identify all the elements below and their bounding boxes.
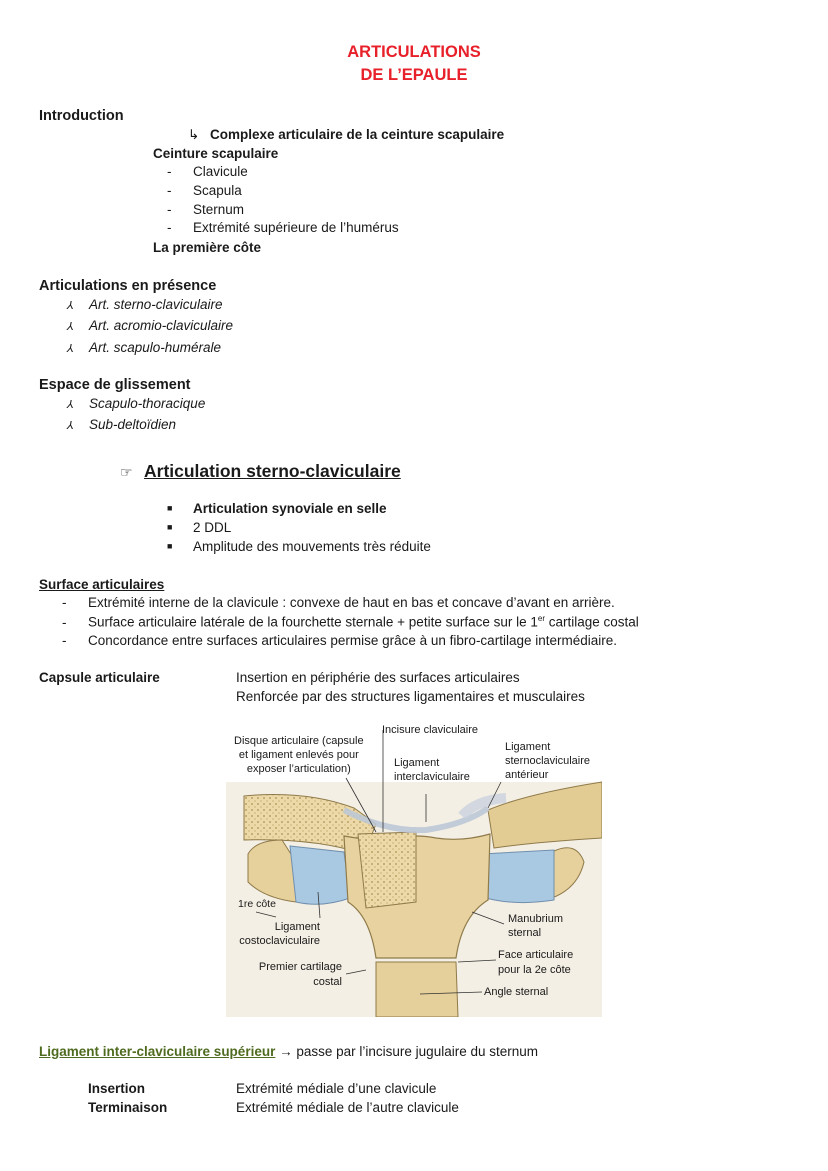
label-face-art: Face articulaire pour la 2e côte — [498, 949, 574, 976]
label-lig-inter: Ligament interclaviculaire — [394, 757, 470, 783]
list-item: ⅄ Art. scapulo-humérale — [67, 340, 222, 355]
list-item: ⅄ Scapulo-thoracique — [67, 396, 206, 411]
list-item: - Scapula — [167, 183, 242, 198]
intro-heading: Introduction — [39, 108, 124, 124]
list-item: - Extrémité supérieure de l’humérus — [167, 220, 399, 235]
label-incisure: Incisure claviculaire — [382, 724, 478, 736]
label-manubrium: Manubrium sternal — [508, 913, 564, 939]
capsule-line: Renforcée par des structures ligamentaires et musculaires — [236, 689, 585, 704]
premiere-cote-label: La première côte — [153, 240, 262, 255]
triangle-bullet-icon: ⅄ — [67, 300, 74, 312]
list-item: - Concordance entre surfaces articulaires permise grâce à un fibro-cartilage intermédiaire. — [62, 633, 617, 648]
pointing-hand-icon: ☞ — [120, 464, 133, 480]
triangle-bullet-icon: ⅄ — [67, 343, 74, 355]
bullet-item: ■ Articulation synoviale en selle — [167, 501, 387, 516]
bullet-item: ■ 2 DDL — [167, 520, 232, 535]
surface-heading: Surface articulaires — [39, 577, 165, 592]
label-lig-sterno: Ligament sternoclaviculaire antérieur — [505, 741, 590, 781]
list-item: - Surface articulaire latérale de la fourchette sternale + petite surface sur le 1er cartilage costal — [62, 614, 639, 630]
sternoclavicular-joint-figure — [226, 712, 602, 1017]
label-lig-costo: Ligament costoclaviculaire — [239, 921, 320, 947]
page-title-line2: DE L’EPAULE — [360, 66, 468, 84]
articulations-heading: Articulations en présence — [39, 278, 217, 294]
ligament-description: passe par l’incisure jugulaire du sternum — [296, 1044, 538, 1059]
square-bullet-icon: ■ — [167, 541, 173, 551]
list-item: - Clavicule — [167, 164, 248, 179]
square-bullet-icon: ■ — [167, 503, 173, 513]
triangle-bullet-icon: ⅄ — [67, 321, 74, 333]
complex-line — [188, 127, 504, 143]
right-arrow-icon: → — [279, 1044, 293, 1059]
complex-label: Complexe articulaire de la ceinture scapulaire — [210, 127, 505, 142]
square-bullet-icon: ■ — [167, 522, 173, 532]
triangle-bullet-icon: ⅄ — [67, 420, 74, 432]
triangle-bullet-icon: ⅄ — [67, 399, 74, 411]
label-disque: Disque articulaire (capsule et ligament enlevés pour exposer l’articulation) — [234, 735, 364, 775]
label-premiere-cote: 1re côte — [238, 898, 276, 910]
ligament-title: Ligament inter-claviculaire supérieur — [39, 1044, 276, 1059]
list-item: ⅄ Art. acromio-claviculaire — [67, 318, 234, 333]
list-item: ⅄ Sub-deltoïdien — [67, 417, 177, 432]
ceinture-label: Ceinture scapulaire — [153, 146, 279, 161]
ligament-line — [39, 1044, 538, 1059]
label-angle-sternal: Angle sternal — [484, 986, 549, 998]
insertion-label: Insertion — [88, 1081, 146, 1096]
list-item: - Extrémité interne de la clavicule : convexe de haut en bas et concave d’avant en arrière. — [62, 595, 615, 610]
page-title-line1: ARTICULATIONS — [347, 43, 481, 61]
list-item: - Sternum — [167, 202, 245, 217]
sterno-section-title: ☞ Articulation sterno-claviculaire — [120, 461, 401, 481]
glissement-heading: Espace de glissement — [39, 377, 191, 393]
capsule-line: Insertion en périphérie des surfaces articulaires — [236, 670, 520, 685]
terminaison-value: Extrémité médiale de l’autre clavicule — [236, 1100, 459, 1115]
insertion-value: Extrémité médiale d’une clavicule — [236, 1081, 437, 1096]
corner-arrow-icon: ↳ — [188, 127, 200, 142]
list-item: ⅄ Art. sterno-claviculaire — [67, 297, 223, 312]
label-premier-cartilage: Premier cartilage costal — [258, 961, 342, 988]
capsule-heading: Capsule articulaire — [39, 670, 160, 685]
bullet-item: ■ Amplitude des mouvements très réduite — [167, 539, 431, 554]
terminaison-label: Terminaison — [88, 1100, 168, 1115]
